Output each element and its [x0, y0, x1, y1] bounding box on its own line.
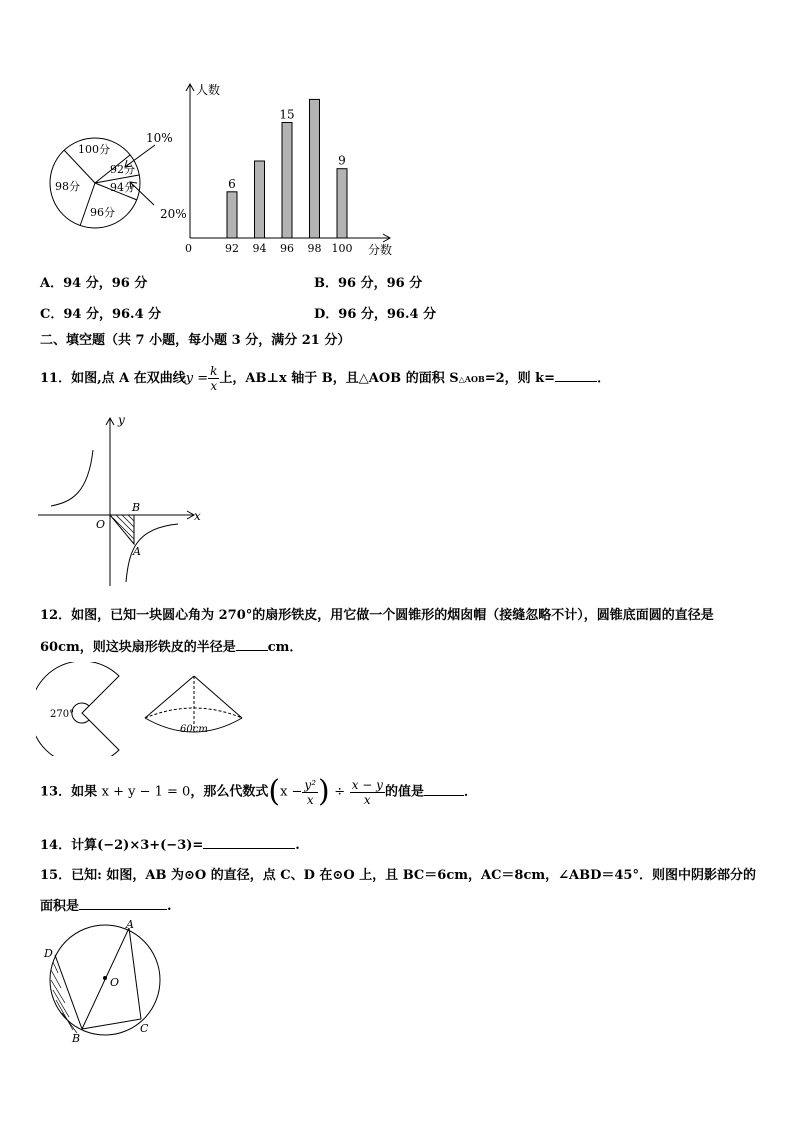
point-d-label: D: [44, 947, 53, 960]
q14-text: 14．计算(−2)×3+(−3)=: [40, 838, 204, 853]
q13-prefix: 13．如果: [40, 784, 98, 800]
point-a-label: A: [133, 545, 141, 558]
fraction-numerator: x − y: [351, 777, 383, 792]
option-c[interactable]: C．94 分，96.4 分: [40, 307, 162, 322]
bar-data-label: 6: [228, 176, 236, 191]
bar: [337, 169, 347, 238]
q13-fraction-2: [350, 778, 385, 807]
sector-shape: [36, 662, 119, 756]
shaded-segment-hatching: [51, 962, 77, 1033]
point-b-label: B: [132, 501, 141, 514]
bar: [227, 192, 237, 238]
q15-end: .: [167, 899, 172, 914]
circle-figure: [38, 918, 168, 1046]
diameter-label: 60cm: [180, 724, 208, 735]
fraction-denominator: x: [306, 792, 314, 807]
question-11: [40, 360, 610, 398]
bar: [255, 161, 265, 238]
left-paren: (: [268, 774, 281, 809]
point-b-label: B: [72, 1032, 81, 1045]
point-c-label: C: [140, 1022, 149, 1035]
x-axis-label: 分数: [368, 243, 393, 257]
q12-prefix: 60cm，则这块扇形铁皮的半径是: [40, 640, 236, 655]
bar-data-label: 15: [279, 107, 295, 122]
x-axis-label: x: [194, 509, 201, 523]
q13-end: ．: [463, 784, 477, 800]
option-b[interactable]: B．96 分，96 分: [314, 276, 423, 291]
bar: [282, 123, 292, 239]
bar-chart: [178, 78, 408, 260]
fraction-numerator: y²: [304, 777, 317, 792]
pie-label-94: 94分: [110, 181, 135, 194]
question-15-line2: [40, 895, 172, 914]
x-tick-label: 98: [307, 242, 322, 255]
q14-answer-blank[interactable]: [203, 836, 295, 849]
bar-data-label: 9: [338, 153, 346, 168]
right-paren: ): [318, 774, 330, 809]
point-a-label: A: [126, 918, 134, 931]
question-12-line2: [40, 636, 302, 655]
pie-label-98: 98分: [55, 180, 80, 193]
cone-side: [145, 676, 194, 718]
angle-label: 270°: [50, 709, 75, 720]
option-d[interactable]: D．96 分，96.4 分: [314, 307, 437, 322]
q13-x-minus: x −: [280, 784, 303, 800]
q13-post: 的值是: [384, 784, 424, 800]
x-tick-label: 96: [280, 242, 294, 255]
hyperbola-branch-upper: [51, 450, 93, 506]
origin-label: O: [96, 518, 106, 531]
q11-middle: 上，AB⊥x 轴于 B，且△AOB 的面积 S: [219, 371, 459, 386]
cone-figure: [140, 672, 250, 742]
triangle-hatching: [113, 515, 134, 539]
x-tick-label: 94: [252, 242, 267, 255]
y-axis-label: 人数: [196, 83, 221, 97]
q11-prefix: 11．如图,点 A 在双曲线: [40, 371, 186, 386]
pie-label-92: 92分: [110, 163, 135, 176]
q14-end: .: [295, 838, 300, 853]
angle-arc: [72, 703, 89, 723]
question-13: [40, 770, 477, 814]
fraction-numerator: k: [210, 364, 218, 378]
cone-side: [194, 676, 242, 718]
pie-label-100: 100分: [78, 143, 110, 156]
hyperbola-figure: [36, 410, 206, 590]
q13-condition: x + y − 1 = 0: [101, 784, 191, 800]
pie-label-96: 96分: [90, 206, 115, 219]
y-axis-label: y: [118, 413, 125, 427]
q13-answer-blank[interactable]: [424, 783, 464, 796]
q11-fraction: [208, 364, 219, 393]
section-heading: 二、填空题（共 7 小题，每小题 3 分，满分 21 分）: [40, 333, 351, 348]
pie-annotation-20: 20%: [160, 207, 187, 221]
q15-prefix: 面积是: [40, 899, 80, 914]
q11-answer-blank[interactable]: [555, 369, 597, 382]
q11-end: ．: [597, 371, 611, 386]
point-o-label: O: [110, 976, 120, 989]
origin-label: 0: [185, 242, 192, 255]
q15-answer-blank[interactable]: [79, 897, 167, 910]
pie-divider: [80, 183, 95, 226]
option-a[interactable]: A．94 分，96 分: [40, 276, 148, 291]
chord-ac: [129, 928, 141, 1019]
question-15-line1: 15．已知: 如图，AB 为⊙O 的直径，点 C、D 在⊙O 上，且 BC＝6cm，AC＝8cm，∠ABD＝45°．则图中阴影部分的: [40, 868, 756, 883]
pie-annotation-10: 10%: [146, 131, 173, 145]
x-tick-label: 100: [331, 242, 353, 255]
question-12-line1: 12．如图，已知一块圆心角为 270°的扇形铁皮，用它做一个圆锥形的烟囱帽（接缝忽略不计），圆锥底面圆的直径是: [40, 608, 714, 623]
q11-subscript: △AOB: [458, 374, 485, 384]
bar: [310, 99, 320, 238]
q11-post: =2，则 k=: [484, 371, 556, 386]
sector-figure: [36, 662, 126, 756]
fraction-denominator: x: [210, 379, 218, 393]
q13-divide: ÷: [334, 784, 346, 800]
q12-suffix: cm．: [267, 640, 303, 655]
q11-y-eq: y =: [185, 371, 209, 386]
center-point: [103, 976, 107, 980]
q13-fraction-1: [302, 778, 318, 807]
question-14: [40, 834, 300, 853]
x-tick-label: 92: [225, 242, 239, 255]
q13-middle: ，那么代数式: [190, 784, 269, 800]
q12-answer-blank[interactable]: [236, 638, 268, 651]
chord-db: [55, 955, 82, 1029]
fraction-denominator: x: [363, 792, 371, 807]
